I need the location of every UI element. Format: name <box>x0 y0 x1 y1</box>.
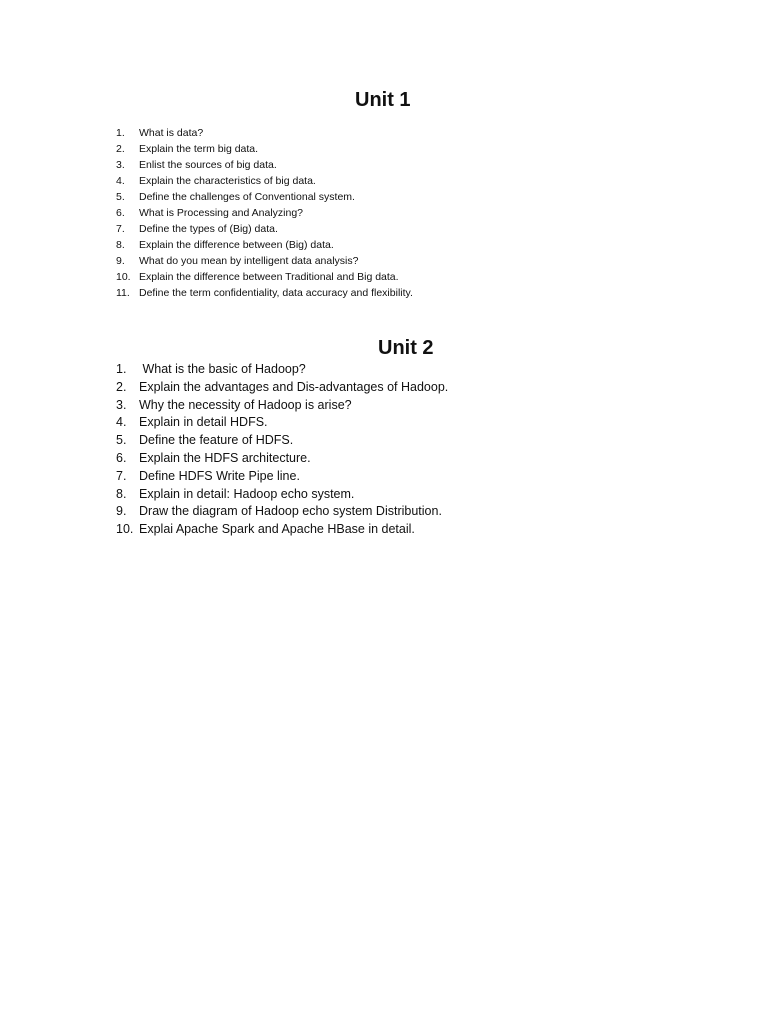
question-number: 6. <box>116 207 125 219</box>
question-text: Explain the HDFS architecture. <box>139 450 311 465</box>
question-text: Enlist the sources of big data. <box>139 159 277 171</box>
question-text: What is Processing and Analyzing? <box>139 207 304 219</box>
question-number: 3. <box>116 397 127 412</box>
unit-2-title: Unit 2 <box>378 337 434 359</box>
question-text: What do you mean by intelligent data analysis? <box>139 255 359 267</box>
question-text: Define HDFS Write Pipe line. <box>139 468 300 483</box>
question-text: Define the challenges of Conventional system. <box>139 191 355 203</box>
question-number: 8. <box>116 486 127 501</box>
unit-1-question-list <box>116 125 413 301</box>
question-text: Explain the characteristics of big data. <box>139 175 316 187</box>
question-text: Explai Apache Spark and Apache HBase in detail. <box>139 522 415 537</box>
question-number: 3. <box>116 159 125 171</box>
question-text: Define the feature of HDFS. <box>139 433 294 448</box>
question-text: Draw the diagram of Hadoop echo system Distribution. <box>139 504 442 519</box>
question-item <box>116 125 413 141</box>
question-item <box>116 141 413 157</box>
question-text: Explain in detail: Hadoop echo system. <box>139 486 355 501</box>
question-text: Explain the term big data. <box>139 143 259 155</box>
question-text: Define the term confidentiality, data accuracy and flexibility. <box>139 287 413 299</box>
question-item <box>116 414 448 432</box>
question-item <box>116 189 413 205</box>
question-item <box>116 361 448 379</box>
question-number: 6. <box>116 450 127 465</box>
question-item <box>116 450 448 468</box>
question-item <box>116 486 448 504</box>
question-item <box>116 253 413 269</box>
unit-2-question-list <box>116 361 448 539</box>
question-number: 10. <box>116 271 131 283</box>
question-number: 1. <box>116 127 125 139</box>
question-text: What is the basic of Hadoop? <box>139 362 306 376</box>
question-number: 9. <box>116 504 127 519</box>
question-item <box>116 205 413 221</box>
question-number: 9. <box>116 255 125 267</box>
question-number: 1. <box>116 362 127 376</box>
question-item <box>116 503 448 521</box>
question-number: 5. <box>116 433 127 448</box>
question-item <box>116 173 413 189</box>
question-number: 7. <box>116 223 125 235</box>
question-item <box>116 432 448 450</box>
question-number: 11. <box>116 287 130 299</box>
question-number: 5. <box>116 191 125 203</box>
unit-1-title: Unit 1 <box>355 89 411 111</box>
question-item <box>116 221 413 237</box>
question-text: What is data? <box>139 127 204 139</box>
question-number: 4. <box>116 415 127 430</box>
question-text: Why the necessity of Hadoop is arise? <box>139 397 352 412</box>
question-text: Define the types of (Big) data. <box>139 223 278 235</box>
question-item <box>116 237 413 253</box>
question-item <box>116 521 448 539</box>
question-item <box>116 379 448 397</box>
question-text: Explain the difference between (Big) data. <box>139 239 334 251</box>
question-item <box>116 468 448 486</box>
question-text: Explain the advantages and Dis-advantages of Hadoop. <box>139 379 449 394</box>
question-text: Explain in detail HDFS. <box>139 415 268 430</box>
question-item <box>116 285 413 301</box>
question-number: 4. <box>116 175 125 187</box>
question-item <box>116 269 413 285</box>
question-item <box>116 397 448 415</box>
question-number: 8. <box>116 239 125 251</box>
question-number: 2. <box>116 143 125 155</box>
question-number: 10. <box>116 522 134 537</box>
question-text: Explain the difference between Traditional and Big data. <box>139 271 399 283</box>
question-number: 7. <box>116 468 127 483</box>
question-item <box>116 157 413 173</box>
question-number: 2. <box>116 379 127 394</box>
